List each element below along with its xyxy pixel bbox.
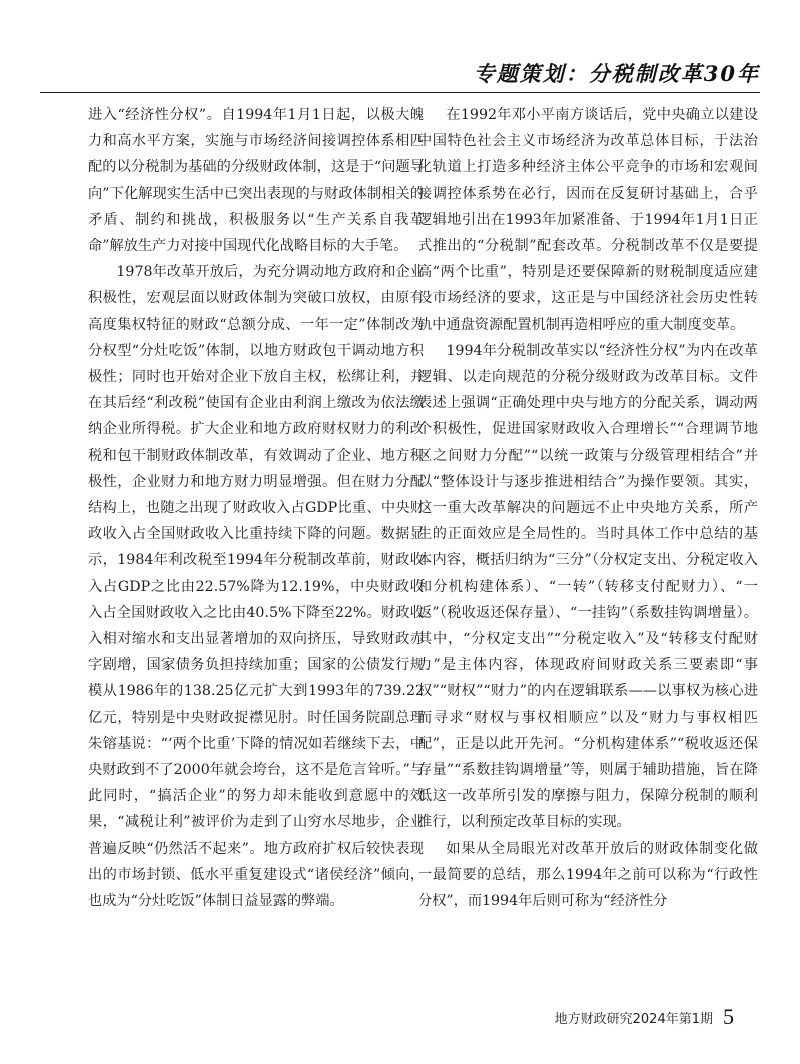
page-number: 5 <box>723 1004 734 1029</box>
right-column <box>418 102 758 982</box>
journal-name: 地方财政研究2024年第1期 <box>554 1012 713 1027</box>
paragraph: 1994年分税制改革实以“经济性分权”为内在改革逻辑、以走向规范的分税分级财政为改革目标。文件表述上强调“正确处理中央与地方的分配关系，调动两个积极性，促进国家财政收入合理增长”“合理调节地区之间财力分配”“以统一政策与分级管理相结合”并以“整体设计与逐步推进相结合”为操作要领。其实，这一重大改革解决的问题远不止中央地方关系，所产生的正面效应是全局性的。当时具体工作中总结的基本内容，概括归纳为“三分”（分权定支出、分税定收入和分机构建体系）、“一转”（转移支付配财力）、“一返”（税收返还保存量）、“一挂钩”（系数挂钩调增量）。其中，“分权定支出”“分税定收入”及“转移支付配财力”是主体内容，体现政府间财政关系三要素即“事权”“财权”“财力”的内在逻辑联系——以事权为核心进而寻求“财权与事权相顺应”以及“财力与事权相匹配”，正是以此开先河。“分机构建体系”“税收返还保存量”“系数挂钩调增量”等，则属于辅助措施，旨在降低这一改革所引发的摩擦与阻力，保障分税制的顺利推行，以利预定改革目标的实现。 <box>418 342 758 831</box>
paragraph: 1978年改革开放后，为充分调动地方政府和企业积极性，宏观层面以财政体制为突破口放权，由原有高度集权特征的财政“总额分成、一年一定”体制改为分权型“分灶吃饭”体制，以地方财政包干调动地方积极性；同时也开始对企业下放自主权，松绑让利，并在其后经“利改税”使国有企业由利润上缴改为依法缴纳企业所得税。扩大企业和地方政府财权财力的利改税和包干制财政体制改革，有效调动了企业、地方积极性，企业财力和地方财力明显增强。但在财力分配结构上，也随之出现了财政收入占GDP比重、中央财政收入占全国财政收入比重持续下降的问题。数据显示，1984年利改税至1994年分税制改革前，财政收入占GDP之比由22.57%降为12.19%，中央财政收入占全国财政收入之比由40.5%下降至22%。财政收入相对缩水和支出显著增加的双向挤压，导致财政赤字剧增，国家债务负担持续加重；国家的公债发行规模从1986年的138.25亿元扩大到1993年的739.22亿元，特别是中央财政捉襟见肘。时任国务院副总理朱镕基说：“‘两个比重’下降的情况如若继续下去，中央财政到不了2000年就会垮台，这不是危言耸听。”与此同时，“搞活企业”的努力却未能收到意愿中的效果，“减税让利”被评价为走到了山穷水尽地步，企业普遍反映“仍然活不起来”。地方政府扩权后较快表现出的市场封锁、低水平重复建设式“诸侯经济”倾向，也成为“分灶吃饭”体制日益显露的弊端。 <box>88 264 424 910</box>
paragraph: 如果从全局眼光对改革开放后的财政体制变化做一最简要的总结，那么1994年之前可以称为“行政性分权”，而1994年后则可称为“经济性分 <box>418 840 758 910</box>
paragraph: 进入“经济性分权”。自1994年1月1日起，以极大魄力和高水平方案，实施与市场经济间接调控体系相匹配的以分税制为基础的分级财政体制，这是于“问题导向”下化解现实生活中已突出表现的与财政体制相关的矛盾、制约和挑战，积极服务以“生产关系自我革命”解放生产力对接中国现代化战略目标的大手笔。 <box>88 107 424 255</box>
left-column <box>88 102 424 982</box>
page-header <box>40 58 760 93</box>
paragraph: 在1992年邓小平南方谈话后，党中央确立以建设中国特色社会主义市场经济为改革总体目标，于法治化轨道上打造多种经济主体公平竞争的市场和宏观间接调控体系势在必行，因而在反复研讨基础上，合乎逻辑地引出在1993年加紧准备、于1994年1月1日正式推出的“分税制”配套改革。分税制改革不仅是要提高“两个比重”，特别是还要保障新的财税制度适应建设市场经济的要求，这正是与中国经济社会历史性转轨中通盘资源配置机制再造相呼应的重大制度变革。 <box>418 107 758 333</box>
page-footer <box>555 1000 734 1030</box>
section-title: 专题策划：分税制改革30年 <box>473 61 760 86</box>
